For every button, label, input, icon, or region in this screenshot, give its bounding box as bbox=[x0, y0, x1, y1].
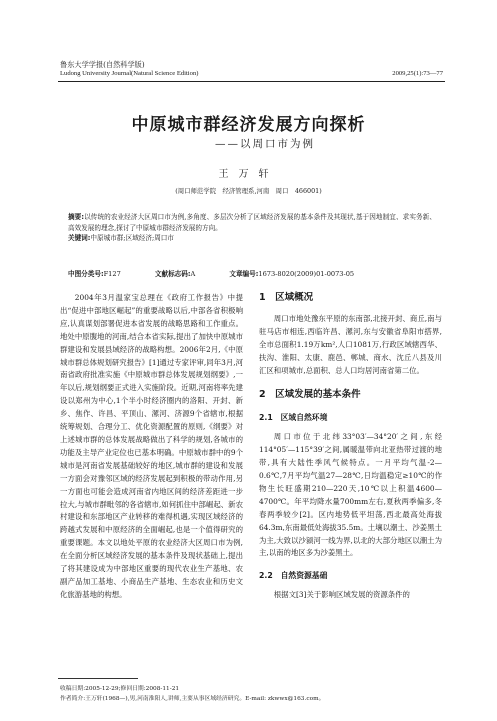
received-date-note: 收稿日期:2005-12-29;修回日期:2008-11-21 bbox=[60, 686, 180, 692]
doc-code-label: 文献标志码: bbox=[154, 270, 191, 278]
abstract-block bbox=[68, 212, 436, 244]
clc-value: F127 bbox=[103, 270, 121, 278]
keywords-label: 关键词: bbox=[68, 234, 91, 243]
intro-paragraph: 2004年3月温家宝总理在《政府工作报告》中提出“促进中部地区崛起”的重要战略以后,中部各省积极响应,认真谋划部署促进本省发展的战略思路和工作重点。地处中原腹地的河南,结合本省实际,提出了加快中原城市群建设和发展县域经济的战略构想。2006年2月,《中原城市群总体规划研究报告》[1]通过专家评审,同年3月,河南省政府批准实施《中原城市群总体发展规划纲要》,一年以后,规划纲要正式进入实施阶段。近期,河南将率先建设以郑州为中心,1个半小时经济圈内的洛阳、开封、新乡、焦作、许昌、平顶山、漯河、济源9个省辖市,根据统筹规划、合理分工、优化资源配置的原则,《纲要》对上述城市群的总体发展战略做出了科学的规划,各城市的功能及主导产业定位也已基本明确。中原城市群中的9个城市是河南省发展基础较好的地区,城市群的建设和发展一方面会对豫邻区域的经济发展起到积极的带动作用,另一方面也可能会造成河南省内地区间的经济差距进一步拉大,与城市群毗邻的各省辖市,如何抓住中部崛起、新农村建设和东部地区产业转移的难得机遇,实现区域经济的跨越式发展和中原经济的全面崛起,也是一个值得研究的重要课题。本文以地处平原的农业经济大区周口市为例,在全面分析区域经济发展的基本条件及现状基础上,提出了将其建设成为中部地区重要的现代农业生产基地、农副产品加工基地、小商品生产基地、生态农业和历史文化旅游基地的构想。 bbox=[60, 293, 243, 599]
body-column-left bbox=[60, 292, 243, 602]
keywords-text: 中原城市群;区域经济;周口市 bbox=[90, 234, 174, 243]
article-no-label: 文章编号: bbox=[229, 270, 259, 278]
author-name: 王万轩 bbox=[218, 169, 279, 180]
article-subtitle: ——以周口市为例 bbox=[215, 138, 315, 150]
subsection-2-1-heading: 2.1 区域自然环境 bbox=[259, 413, 328, 423]
section-1-paragraph: 周口市地处豫东平原的东南部,北接开封、商丘,南与驻马店市相连,西临许昌、漯河,东与安徽省阜阳市搭界,全市总面积1.19万km²,人口1081万,行政区域辖西华、扶沟、淮阳、太康、鹿邑、郸城、商水、沈丘八县及川汇区和项城市,总面积、总人口均居河南省第二位。 bbox=[259, 313, 442, 375]
journal-name-en: Ludong University Journal(Natural Science Edition) bbox=[60, 70, 199, 77]
section-1-heading: 1 区域概况 bbox=[259, 292, 314, 303]
abstract-label: 摘要: bbox=[68, 213, 85, 221]
body-column-right bbox=[259, 292, 442, 602]
classification-line bbox=[68, 268, 386, 278]
footnote-rule bbox=[58, 678, 138, 679]
subsection-2-1-paragraph: 周口市位于北纬33°03′—34°20′之间,东经114°05′—115°39′之间,属暖温带向北亚热带过渡的地带,具有大陆性季风气候特点。一月平均气温-2—0.6℃,7月平均气温27—28℃,日均温稳定≥10℃的作物生长旺盛期210—220天,10℃以上积温4600—4700℃。年平均降水量700mm左右,夏秋两季偏多,冬春两季较少[2]。区内地势低平坦荡,西北最高处海拔64.3m,东南最低处海拔35.5m。土壤以潮土、沙姜黑土为主,大致以沙颍河一线为界,以北的大部分地区以潮土为主,以南的地区多为沙姜黑土。 bbox=[259, 432, 442, 558]
abstract-text: 以传统的农业经济大区周口市为例,多角度、多层次分析了区域经济发展的基本条件及其现状,基于因地制宜、求实务新、高效发展的理念,探讨了中原城市群经济发展的方向。 bbox=[68, 213, 436, 232]
issue-reference: 2009,25(1):73—77 bbox=[392, 70, 443, 77]
author-bio-note: 作者简介:王万轩(1968—),男,河南淮阳人,讲师,主要从事区域经济研究。E-mail: zkwwx@163.com。 bbox=[60, 696, 325, 702]
article-title: 中原城市群经济发展方向探析 bbox=[131, 115, 366, 135]
subsection-2-2-paragraph: 根据文[3]关于影响区域发展的资源条件的 bbox=[273, 590, 410, 600]
article-no-value: 1673-8020(2009)01-0073-05 bbox=[258, 270, 355, 278]
clc-label: 中图分类号: bbox=[68, 270, 104, 278]
journal-name-cn: 鲁东大学学报(自然科学版) bbox=[60, 60, 145, 69]
author-affiliation: (周口师范学院 经济管理系,河南 周口 466001) bbox=[175, 187, 322, 195]
doc-code-value: A bbox=[190, 270, 196, 278]
header-rule bbox=[58, 81, 445, 82]
subsection-2-2-heading: 2.2 自然资源基础 bbox=[259, 571, 328, 581]
section-2-heading: 2 区域发展的基本条件 bbox=[259, 389, 361, 401]
